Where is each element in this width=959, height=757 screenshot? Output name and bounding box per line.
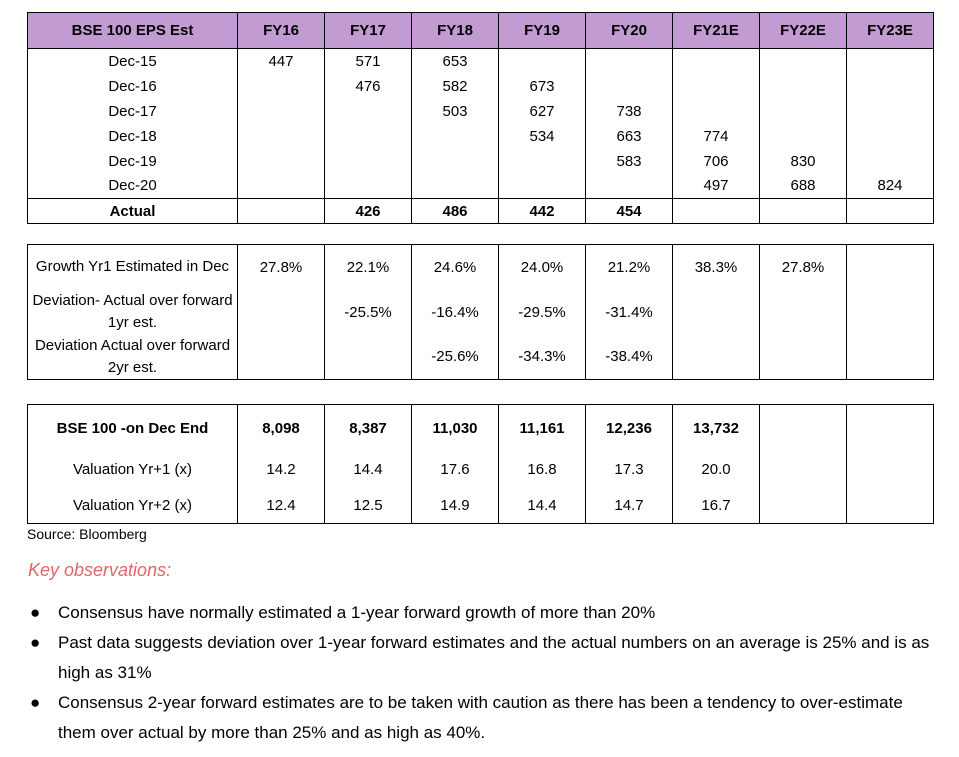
table-cell: 12,236 <box>586 405 673 452</box>
header-cell: FY16 <box>238 13 325 49</box>
growth-deviation-table <box>27 244 934 380</box>
table-cell: 20.0 <box>673 452 760 488</box>
table-cell <box>760 49 847 74</box>
row-label-cell: Dec-19 <box>28 149 238 174</box>
table-cell: 447 <box>238 49 325 74</box>
table-cell: 534 <box>499 124 586 149</box>
table-cell <box>760 452 847 488</box>
table-cell: 12.5 <box>325 488 412 524</box>
table-cell <box>673 199 760 224</box>
row-label-cell: Valuation Yr+2 (x) <box>28 488 238 524</box>
table-cell <box>847 405 934 452</box>
table-cell <box>238 335 325 380</box>
table-cell: 8,098 <box>238 405 325 452</box>
table-row <box>28 49 934 74</box>
table-cell <box>847 149 934 174</box>
header-cell: FY20 <box>586 13 673 49</box>
table-cell <box>847 290 934 335</box>
list-item <box>28 598 943 628</box>
table-cell: 24.0% <box>499 245 586 290</box>
table-cell <box>760 74 847 99</box>
table-cell: 22.1% <box>325 245 412 290</box>
table-cell <box>238 149 325 174</box>
table-cell <box>586 74 673 99</box>
table-row <box>28 245 934 290</box>
table-cell <box>847 99 934 124</box>
table-cell <box>847 124 934 149</box>
table-cell <box>673 74 760 99</box>
table-cell: 454 <box>586 199 673 224</box>
table-cell: 830 <box>760 149 847 174</box>
header-cell: FY21E <box>673 13 760 49</box>
table-row <box>28 488 934 524</box>
valuation-table <box>27 404 934 524</box>
table-cell: 13,732 <box>673 405 760 452</box>
row-label-cell: Deviation- Actual over forward 1yr est. <box>28 290 238 335</box>
table-cell <box>499 149 586 174</box>
table-cell: 426 <box>325 199 412 224</box>
table-cell <box>238 290 325 335</box>
table-cell <box>238 124 325 149</box>
table-cell: -16.4% <box>412 290 499 335</box>
observation-text: Consensus have normally estimated a 1-year forward growth of more than 20% <box>58 603 656 622</box>
table-cell: 14.2 <box>238 452 325 488</box>
table-cell <box>673 290 760 335</box>
table-cell: 442 <box>499 199 586 224</box>
table-cell <box>325 174 412 199</box>
table-cell <box>325 99 412 124</box>
table-cell: 673 <box>499 74 586 99</box>
table-row <box>28 405 934 452</box>
table-cell: 476 <box>325 74 412 99</box>
table-cell <box>412 124 499 149</box>
table-cell <box>847 335 934 380</box>
row-label-cell: Valuation Yr+1 (x) <box>28 452 238 488</box>
row-label-cell: Dec-17 <box>28 99 238 124</box>
table-cell: 663 <box>586 124 673 149</box>
table-cell: -25.6% <box>412 335 499 380</box>
table-cell <box>325 149 412 174</box>
table-row <box>28 290 934 335</box>
table-cell <box>586 49 673 74</box>
table-cell: 571 <box>325 49 412 74</box>
table-cell <box>499 49 586 74</box>
table-cell <box>412 149 499 174</box>
row-label-cell: Deviation Actual over forward 2yr est. <box>28 335 238 380</box>
table-cell <box>586 174 673 199</box>
table-cell: 627 <box>499 99 586 124</box>
table-cell: 688 <box>760 174 847 199</box>
table-cell: 21.2% <box>586 245 673 290</box>
bullet-icon: ● <box>30 603 41 622</box>
table-cell <box>238 74 325 99</box>
table-cell: -29.5% <box>499 290 586 335</box>
table-cell <box>673 99 760 124</box>
row-label-cell: Dec-16 <box>28 74 238 99</box>
actual-row <box>28 199 934 224</box>
table-cell: -31.4% <box>586 290 673 335</box>
table-cell <box>847 74 934 99</box>
table-cell: 14.4 <box>499 488 586 524</box>
table-cell <box>847 488 934 524</box>
table-cell <box>238 99 325 124</box>
table-cell: 24.6% <box>412 245 499 290</box>
table-row <box>28 149 934 174</box>
table-cell: 16.8 <box>499 452 586 488</box>
table-cell: 486 <box>412 199 499 224</box>
observation-text: Consensus 2-year forward estimates are to be taken with caution as there has been a tendency to over-estimate them over actual by more than 25% and as high as 40%. <box>58 693 903 742</box>
table-cell: 17.6 <box>412 452 499 488</box>
table-cell <box>760 405 847 452</box>
table-cell: 824 <box>847 174 934 199</box>
table-cell: 582 <box>412 74 499 99</box>
table-cell <box>847 199 934 224</box>
table-cell: 8,387 <box>325 405 412 452</box>
list-item <box>28 688 943 748</box>
table-cell: 738 <box>586 99 673 124</box>
table-row <box>28 452 934 488</box>
table-cell: 11,030 <box>412 405 499 452</box>
table-cell <box>325 124 412 149</box>
table-cell: 653 <box>412 49 499 74</box>
row-label-cell: Dec-15 <box>28 49 238 74</box>
table-row <box>28 335 934 380</box>
table-cell: -25.5% <box>325 290 412 335</box>
header-cell: FY22E <box>760 13 847 49</box>
table-cell <box>325 335 412 380</box>
table-header-row <box>28 13 934 49</box>
table-cell <box>499 174 586 199</box>
table-cell: 27.8% <box>238 245 325 290</box>
table-cell <box>760 290 847 335</box>
table-row <box>28 99 934 124</box>
header-cell: FY19 <box>499 13 586 49</box>
table-row <box>28 174 934 199</box>
table-cell <box>847 49 934 74</box>
table-cell: 497 <box>673 174 760 199</box>
row-label-cell: BSE 100 -on Dec End <box>28 405 238 452</box>
table-row <box>28 74 934 99</box>
key-observations-heading: Key observations: <box>28 560 172 580</box>
table-cell <box>412 174 499 199</box>
table-cell: 14.7 <box>586 488 673 524</box>
header-cell: FY23E <box>847 13 934 49</box>
observation-text: Past data suggests deviation over 1-year forward estimates and the actual numbers on an average is 25% and is as high as 31% <box>58 633 930 682</box>
bullet-icon: ● <box>30 693 41 712</box>
table-cell: 583 <box>586 149 673 174</box>
table-cell <box>760 124 847 149</box>
table-cell: 27.8% <box>760 245 847 290</box>
table-cell <box>673 49 760 74</box>
eps-estimates-table <box>27 12 934 224</box>
table-cell: 774 <box>673 124 760 149</box>
table-cell: 503 <box>412 99 499 124</box>
header-cell: BSE 100 EPS Est <box>28 13 238 49</box>
table-cell: 17.3 <box>586 452 673 488</box>
table-cell: 16.7 <box>673 488 760 524</box>
table-cell: 706 <box>673 149 760 174</box>
table-cell: 14.4 <box>325 452 412 488</box>
table-cell: 38.3% <box>673 245 760 290</box>
bullet-icon: ● <box>30 633 41 652</box>
row-label-cell: Dec-18 <box>28 124 238 149</box>
table-cell <box>760 488 847 524</box>
table-cell <box>847 452 934 488</box>
table-cell <box>760 99 847 124</box>
observations-list <box>28 598 943 748</box>
header-cell: FY18 <box>412 13 499 49</box>
table-row <box>28 124 934 149</box>
table-cell: -34.3% <box>499 335 586 380</box>
list-item <box>28 628 943 688</box>
row-label-cell: Growth Yr1 Estimated in Dec <box>28 245 238 290</box>
table-cell <box>238 174 325 199</box>
table-cell: 14.9 <box>412 488 499 524</box>
table-cell: 12.4 <box>238 488 325 524</box>
row-label-cell: Actual <box>28 199 238 224</box>
table-cell <box>673 335 760 380</box>
row-label-cell: Dec-20 <box>28 174 238 199</box>
table-cell <box>238 199 325 224</box>
table-cell: 11,161 <box>499 405 586 452</box>
table-cell <box>847 245 934 290</box>
table-cell <box>760 199 847 224</box>
source-note: Source: Bloomberg <box>27 526 147 542</box>
header-cell: FY17 <box>325 13 412 49</box>
table-cell: -38.4% <box>586 335 673 380</box>
table-cell <box>760 335 847 380</box>
